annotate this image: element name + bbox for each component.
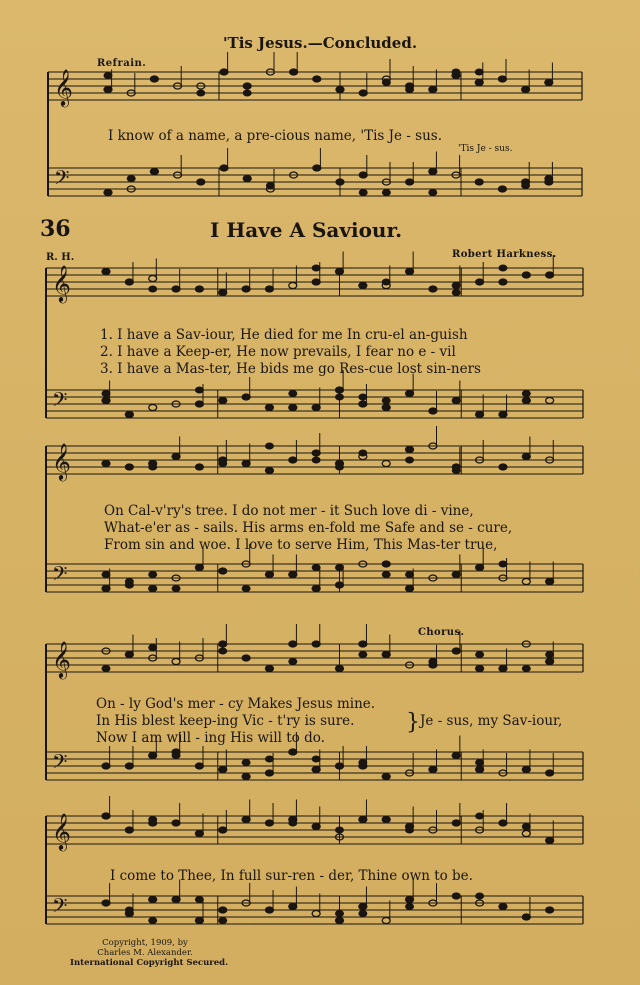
note-head: [545, 176, 553, 182]
note-head: [499, 904, 507, 910]
note-head: [219, 648, 227, 654]
note-head: [452, 648, 460, 654]
note-head: [102, 269, 110, 275]
note-head: [195, 565, 203, 571]
note-head: [125, 652, 133, 658]
note-head: [265, 820, 273, 826]
note-head: [406, 572, 414, 578]
hymn-number: 36: [40, 216, 71, 242]
note-head: [195, 286, 203, 292]
system3-verse2: What-e'er as - sails. His arms en-fold me Safe and se - cure,: [104, 520, 513, 536]
continued-title: 'Tis Jesus.—Concluded.: [222, 34, 418, 52]
note-head: [522, 914, 530, 920]
note-head: [243, 176, 251, 182]
note-head: [289, 391, 297, 397]
note-head: [197, 179, 205, 185]
arranger-initials: R. H.: [46, 252, 75, 263]
note-head: [406, 447, 414, 453]
system2-verse2: 2. I have a Keep-er, He now prevails, I fear no e - vil: [100, 344, 456, 360]
note-head: [546, 907, 554, 913]
note-head: [195, 918, 203, 924]
note-head: [219, 290, 227, 296]
note-head: [242, 655, 250, 661]
note-head: [499, 666, 507, 672]
note-head: [150, 169, 158, 175]
note-head: [382, 461, 390, 467]
note-head: [149, 586, 157, 592]
note-head: [359, 904, 367, 910]
note-head: [125, 464, 133, 470]
note-head: [265, 907, 273, 913]
note-head: [219, 568, 227, 574]
note-head: [382, 652, 390, 658]
note-head: [172, 454, 180, 460]
system2-treble-clef: 𝄞: [52, 264, 71, 302]
note-head: [265, 770, 273, 776]
note-head: [312, 641, 320, 647]
copyright-line1: Copyright, 1909, by: [102, 938, 188, 948]
note-head: [150, 76, 158, 82]
note-head: [242, 394, 250, 400]
note-head: [452, 290, 460, 296]
note-head: [195, 897, 203, 903]
note-head: [499, 265, 507, 271]
note-head: [336, 918, 344, 924]
note-head: [475, 179, 483, 185]
note-head: [265, 443, 273, 449]
note-head: [312, 450, 320, 456]
note-head: [546, 398, 554, 404]
note-head: [546, 272, 554, 278]
note-head: [127, 176, 135, 182]
note-head: [452, 820, 460, 826]
note-head: [476, 767, 484, 773]
note-head: [359, 817, 367, 823]
note-head: [359, 641, 367, 647]
note-head: [312, 279, 320, 285]
note-head: [359, 911, 367, 917]
note-head: [149, 817, 157, 823]
note-head: [289, 749, 297, 755]
system4-treble-clef: 𝄞: [52, 640, 71, 678]
note-head: [406, 586, 414, 592]
note-head: [289, 572, 297, 578]
note-head: [336, 827, 344, 833]
note-head: [382, 561, 390, 567]
note-head: [172, 586, 180, 592]
note-head: [546, 579, 554, 585]
note-head: [149, 464, 157, 470]
note-head: [125, 827, 133, 833]
note-head: [429, 408, 437, 414]
note-head: [429, 87, 437, 93]
note-head: [406, 269, 414, 275]
note-head: [289, 405, 297, 411]
note-head: [104, 73, 112, 79]
note-head: [359, 394, 367, 400]
note-head: [336, 179, 344, 185]
note-head: [452, 753, 460, 759]
system4-verse3: Now I am will - ing His will to do.: [96, 730, 325, 746]
note-head: [522, 391, 530, 397]
note-head: [265, 756, 273, 762]
system4-verse1: On - ly God's mer - cy Makes Jesus mine.: [96, 696, 376, 712]
note-head: [476, 760, 484, 766]
note-head: [522, 272, 530, 278]
note-head: [312, 565, 320, 571]
note-head: [125, 763, 133, 769]
note-head: [476, 279, 484, 285]
note-head: [102, 586, 110, 592]
note-head: [242, 774, 250, 780]
note-head: [359, 760, 367, 766]
note-head: [336, 666, 344, 672]
note-head: [452, 283, 460, 289]
note-head: [313, 76, 321, 82]
note-head: [220, 165, 228, 171]
note-head: [243, 83, 251, 89]
note-head: [522, 183, 530, 189]
system2-verse1: 1. I have a Sav-iour, He died for me In cru-el an-guish: [100, 327, 468, 343]
note-head: [336, 394, 344, 400]
note-head: [499, 279, 507, 285]
note-head: [195, 763, 203, 769]
note-head: [499, 412, 507, 418]
note-head: [104, 190, 112, 196]
note-head: [382, 405, 390, 411]
note-head: [219, 461, 227, 467]
system4-bass-clef: 𝄢: [52, 750, 68, 778]
note-head: [429, 169, 437, 175]
note-head: [289, 904, 297, 910]
note-head: [149, 897, 157, 903]
note-head: [546, 838, 554, 844]
note-head: [546, 652, 554, 658]
note-head: [289, 641, 297, 647]
note-head: [266, 183, 274, 189]
note-head: [219, 827, 227, 833]
note-head: [359, 450, 367, 456]
note-head: [102, 900, 110, 906]
note-head: [522, 87, 530, 93]
note-head: [219, 398, 227, 404]
note-head: [499, 820, 507, 826]
note-head: [243, 90, 251, 96]
note-head: [476, 412, 484, 418]
note-head: [382, 279, 390, 285]
note-head: [312, 265, 320, 271]
note-head: [102, 813, 110, 819]
note-head: [475, 80, 483, 86]
note-head: [476, 893, 484, 899]
note-head: [429, 659, 437, 665]
note-head: [102, 666, 110, 672]
note-head: [359, 190, 367, 196]
note-head: [172, 897, 180, 903]
note-head: [312, 405, 320, 411]
note-head: [172, 659, 180, 665]
system2-verse3: 3. I have a Mas-ter, He bids me go Res-cue lost sin-ners: [100, 361, 481, 377]
note-head: [476, 565, 484, 571]
note-head: [312, 824, 320, 830]
note-head: [406, 827, 414, 833]
note-head: [452, 468, 460, 474]
note-head: [522, 767, 530, 773]
note-head: [290, 69, 298, 75]
note-head: [476, 666, 484, 672]
note-head: [359, 90, 367, 96]
note-head: [195, 401, 203, 407]
note-head: [406, 179, 414, 185]
note-head: [149, 405, 157, 411]
note-head: [149, 645, 157, 651]
note-head: [452, 69, 460, 75]
note-head: [382, 398, 390, 404]
note-head: [498, 76, 506, 82]
copyright-line2: Charles M. Alexander.: [97, 948, 193, 958]
note-head: [406, 87, 414, 93]
note-head: [522, 398, 530, 404]
note-head: [382, 817, 390, 823]
note-head: [336, 911, 344, 917]
note-head: [336, 87, 344, 93]
system3-verse3: From sin and woe. I love to serve Him, This Mas-ter true,: [104, 537, 498, 553]
note-head: [265, 286, 273, 292]
note-head: [149, 753, 157, 759]
note-head: [220, 69, 228, 75]
system1-treble-clef: 𝄞: [54, 68, 73, 106]
note-head: [313, 165, 321, 171]
note-head: [499, 561, 507, 567]
system5-bass-clef: 𝄢: [52, 894, 68, 922]
note-head: [336, 387, 344, 393]
note-head: [195, 387, 203, 393]
note-head: [289, 659, 297, 665]
note-head: [242, 586, 250, 592]
note-head: [382, 918, 390, 924]
note-head: [289, 283, 297, 289]
note-head: [476, 652, 484, 658]
note-head: [265, 468, 273, 474]
note-head: [102, 763, 110, 769]
note-head: [242, 760, 250, 766]
system5-lyrics: I come to Thee, In full sur-ren - der, Thine own to be.: [110, 868, 473, 884]
note-head: [265, 572, 273, 578]
note-head: [312, 586, 320, 592]
system3-verse1: On Cal-v'ry's tree. I do not mer - it Such love di - vine,: [104, 503, 474, 519]
note-head: [195, 464, 203, 470]
note-head: [359, 172, 367, 178]
note-head: [172, 753, 180, 759]
note-head: [359, 283, 367, 289]
refrain-lyrics: I know of a name, a pre-cious name, 'Tis Je - sus.: [108, 128, 443, 144]
system4-verse2: In His blest keep-ing Vic - t'ry is sure.: [96, 713, 355, 729]
system3-treble-clef: 𝄞: [52, 442, 71, 480]
note-head: [102, 572, 110, 578]
note-head: [149, 918, 157, 924]
note-head: [452, 398, 460, 404]
note-head: [242, 286, 250, 292]
note-head: [359, 652, 367, 658]
note-head: [336, 464, 344, 470]
note-head: [429, 190, 437, 196]
hymn-title: I Have A Saviour.: [210, 218, 403, 242]
note-head: [546, 659, 554, 665]
note-head: [336, 269, 344, 275]
note-head: [522, 666, 530, 672]
note-head: [312, 756, 320, 762]
system5-treble-clef: 𝄞: [52, 812, 71, 850]
note-head: [336, 565, 344, 571]
note-head: [149, 276, 157, 282]
note-head: [406, 897, 414, 903]
note-head: [265, 405, 273, 411]
note-head: [336, 763, 344, 769]
note-head: [289, 820, 297, 826]
system2-bass-clef: 𝄢: [52, 388, 68, 416]
note-head: [475, 69, 483, 75]
note-head: [219, 641, 227, 647]
note-head: [197, 90, 205, 96]
note-head: [522, 579, 530, 585]
chorus-label: Chorus.: [418, 627, 465, 638]
note-head: [498, 186, 506, 192]
note-head: [476, 813, 484, 819]
note-head: [219, 767, 227, 773]
note-head: [522, 454, 530, 460]
note-head: [125, 279, 133, 285]
note-head: [382, 774, 390, 780]
refrain-echo-lyrics: 'Tis Je - sus.: [458, 144, 513, 154]
note-head: [195, 831, 203, 837]
note-head: [172, 286, 180, 292]
note-head: [382, 190, 390, 196]
note-head: [172, 820, 180, 826]
note-head: [522, 831, 530, 837]
note-head: [102, 391, 110, 397]
note-head: [219, 918, 227, 924]
chorus-lyrics: Je - sus, my Sav-iour,: [420, 713, 563, 729]
note-head: [452, 572, 460, 578]
note-head: [104, 87, 112, 93]
note-head: [125, 412, 133, 418]
note-head: [265, 666, 273, 672]
note-head: [522, 824, 530, 830]
note-head: [242, 817, 250, 823]
note-head: [219, 907, 227, 913]
note-head: [312, 911, 320, 917]
note-head: [312, 767, 320, 773]
note-head: [406, 457, 414, 463]
note-head: [336, 582, 344, 588]
note-head: [406, 904, 414, 910]
note-head: [406, 391, 414, 397]
copyright-line3: International Copyright Secured.: [70, 958, 229, 968]
note-head: [125, 579, 133, 585]
note-head: [289, 457, 297, 463]
note-head: [242, 461, 250, 467]
verse-brace: }: [406, 710, 420, 735]
note-head: [149, 572, 157, 578]
note-head: [545, 80, 553, 86]
note-head: [125, 907, 133, 913]
note-head: [452, 893, 460, 899]
note-head: [102, 461, 110, 467]
refrain-label: Refrain.: [97, 58, 147, 69]
note-head: [359, 401, 367, 407]
note-head: [102, 398, 110, 404]
system3-bass-clef: 𝄢: [52, 562, 68, 590]
note-head: [149, 286, 157, 292]
note-head: [429, 286, 437, 292]
note-head: [382, 80, 390, 86]
note-head: [382, 572, 390, 578]
system1-bass-clef: 𝄢: [54, 166, 70, 194]
composer-name: Robert Harkness.: [452, 249, 557, 260]
note-head: [546, 770, 554, 776]
note-head: [312, 457, 320, 463]
note-head: [429, 767, 437, 773]
note-head: [499, 464, 507, 470]
